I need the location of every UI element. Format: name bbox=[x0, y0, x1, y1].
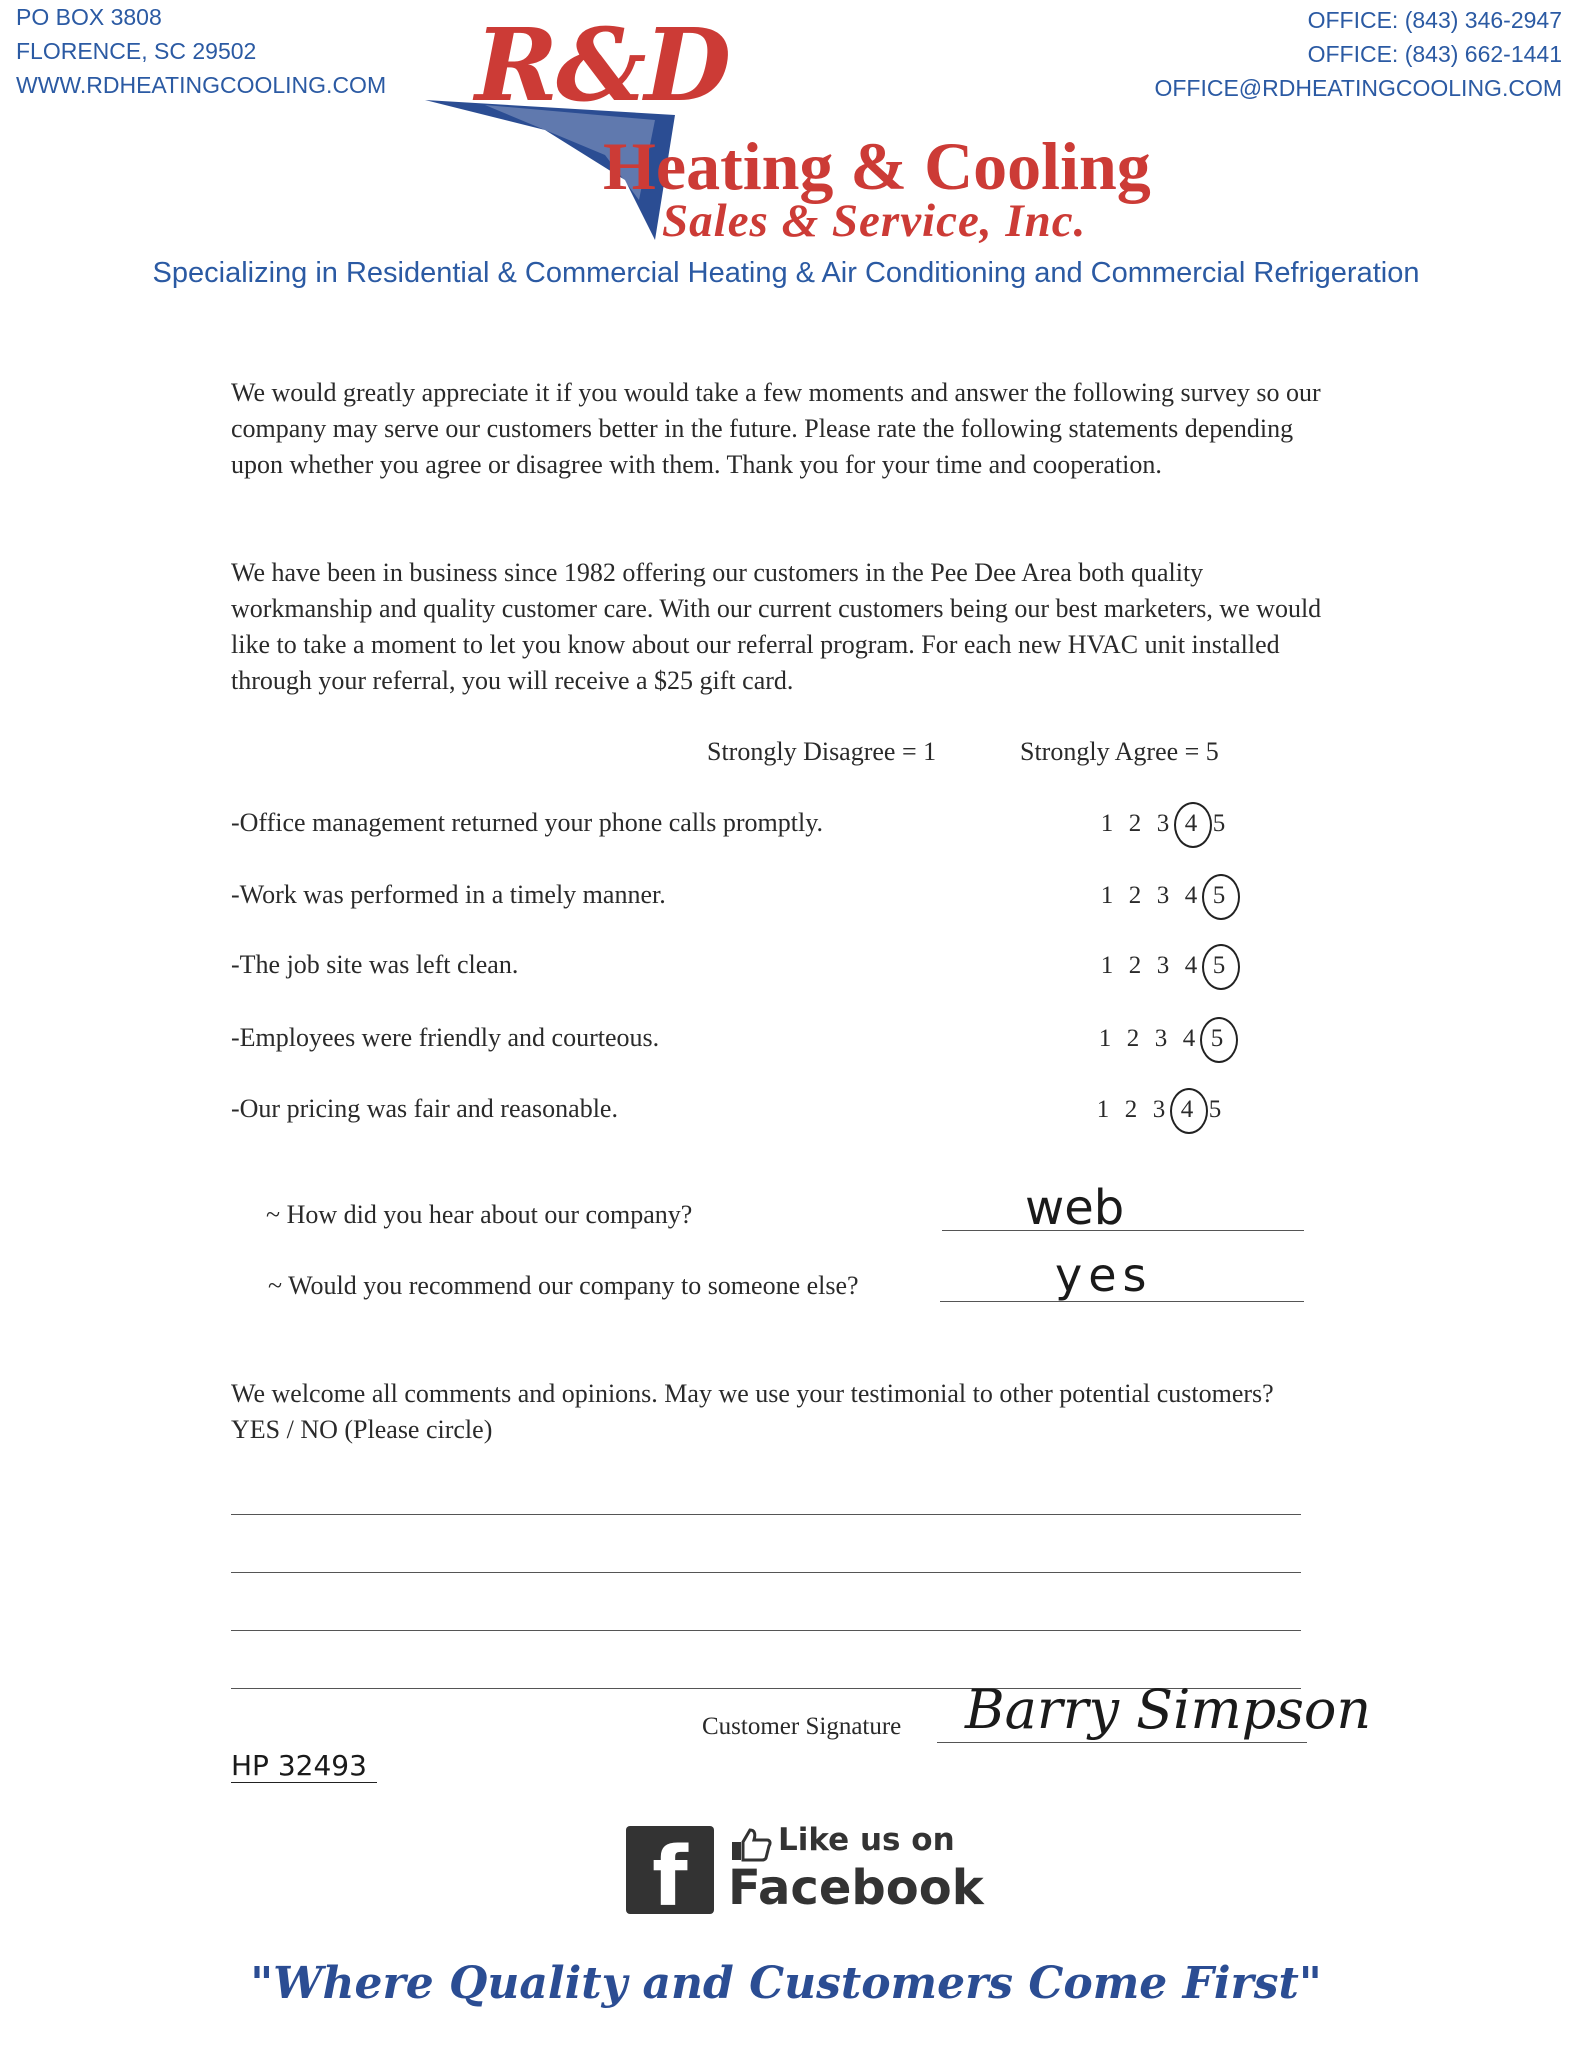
logo-main-text: Heating & Cooling bbox=[603, 128, 1151, 204]
referral-paragraph: We have been in business since 1982 offering our customers in the Pee Dee Area both quality workmanship and quality customer care. With our current customers being our best marketers, we would like to take a moment to let you know about our referral program. For each new HVAC unit installed through your referral, you will receive a $25 gift card. bbox=[231, 558, 1322, 695]
rating-option[interactable]: 5 bbox=[1208, 1096, 1222, 1123]
comment-line[interactable] bbox=[231, 1630, 1301, 1631]
rating-option[interactable]: 1 bbox=[1100, 882, 1114, 909]
rating-scale[interactable] bbox=[1089, 1096, 1229, 1124]
rating-scale[interactable] bbox=[1091, 1025, 1231, 1053]
company-motto: "Where Quality and Customers Come First" bbox=[250, 1958, 1322, 2009]
rating-option[interactable]: 3 bbox=[1152, 1096, 1166, 1123]
rating-option[interactable]: 2 bbox=[1126, 1025, 1140, 1052]
answer-recommend[interactable]: yes bbox=[1055, 1248, 1153, 1302]
rating-option[interactable]: 5 bbox=[1205, 882, 1233, 910]
facebook-f-letter: f bbox=[652, 1830, 688, 1925]
rating-scale[interactable] bbox=[1093, 882, 1233, 910]
website-link[interactable]: WWW.RDHEATINGCOOLING.COM bbox=[16, 72, 387, 98]
rating-option[interactable]: 4 bbox=[1184, 952, 1198, 979]
signature-handwritten[interactable]: Barry Simpson bbox=[965, 1678, 1372, 1741]
phone-line: OFFICE: (843) 662-1441 bbox=[1307, 41, 1562, 67]
rating-option[interactable]: 1 bbox=[1100, 952, 1114, 979]
question-fair-pricing: -Our pricing was fair and reasonable. bbox=[231, 1094, 618, 1123]
question-timely-work: -Work was performed in a timely manner. bbox=[231, 880, 666, 909]
rating-option[interactable]: 4 bbox=[1173, 1096, 1201, 1124]
rating-option[interactable]: 4 bbox=[1177, 810, 1205, 838]
address-line: FLORENCE, SC 29502 bbox=[16, 38, 257, 64]
question-hear-about: ~ How did you hear about our company? bbox=[266, 1200, 693, 1229]
rating-option[interactable]: 2 bbox=[1128, 810, 1142, 837]
question-friendly-employees: -Employees were friendly and courteous. bbox=[231, 1023, 660, 1052]
question-office-calls: -Office management returned your phone calls promptly. bbox=[231, 808, 824, 837]
scale-high-label: Strongly Agree = 5 bbox=[1020, 737, 1219, 766]
intro-paragraph: We would greatly appreciate it if you would take a few moments and answer the following survey so our company may serve our customers better in the future. Please rate the following statements depending upon whether you agree or disagree with them. Thank you for your time and cooperation. bbox=[231, 378, 1321, 479]
rating-option[interactable]: 5 bbox=[1205, 952, 1233, 980]
logo-sub-text: Sales & Service, Inc. bbox=[662, 195, 1087, 247]
facebook-like-text: Like us on bbox=[778, 1822, 955, 1858]
company-contact bbox=[1154, 3, 1562, 105]
rating-option[interactable]: 3 bbox=[1156, 810, 1170, 837]
rating-option[interactable]: 4 bbox=[1182, 1025, 1196, 1052]
rating-scale[interactable] bbox=[1093, 952, 1233, 980]
signature-line bbox=[937, 1742, 1307, 1743]
comment-line[interactable] bbox=[231, 1514, 1301, 1515]
rating-option[interactable]: 2 bbox=[1124, 1096, 1138, 1123]
rating-option[interactable]: 1 bbox=[1096, 1096, 1110, 1123]
rating-option[interactable]: 3 bbox=[1156, 882, 1170, 909]
answer-hear-about[interactable]: web bbox=[1025, 1180, 1125, 1236]
rating-option[interactable]: 1 bbox=[1100, 810, 1114, 837]
rating-option[interactable]: 3 bbox=[1156, 952, 1170, 979]
rating-scale[interactable] bbox=[1093, 810, 1233, 838]
rating-option[interactable]: 3 bbox=[1154, 1025, 1168, 1052]
signature-label: Customer Signature bbox=[702, 1713, 902, 1740]
thumbs-up-icon bbox=[730, 1828, 772, 1862]
question-clean-site: -The job site was left clean. bbox=[231, 950, 519, 979]
scale-low-label: Strongly Disagree = 1 bbox=[707, 737, 937, 766]
phone-line: OFFICE: (843) 346-2947 bbox=[1307, 7, 1562, 33]
email-link[interactable]: OFFICE@RDHEATINGCOOLING.COM bbox=[1154, 75, 1562, 101]
rating-option[interactable]: 5 bbox=[1203, 1025, 1231, 1053]
rating-option[interactable]: 5 bbox=[1212, 810, 1226, 837]
comment-line[interactable] bbox=[231, 1572, 1301, 1573]
company-address bbox=[16, 0, 386, 102]
facebook-name: Facebook bbox=[728, 1860, 984, 1916]
logo-initials: R&D bbox=[475, 6, 730, 124]
comments-prompt: We welcome all comments and opinions. May we use your testimonial to other potential customers? YES / NO (Please circle) bbox=[231, 1379, 1274, 1444]
company-tagline: Specializing in Residential & Commercial Heating & Air Conditioning and Commercial Refrigeration bbox=[152, 257, 1420, 289]
rating-option[interactable]: 4 bbox=[1184, 882, 1198, 909]
address-line: PO BOX 3808 bbox=[16, 4, 162, 30]
rating-option[interactable]: 2 bbox=[1128, 882, 1142, 909]
question-recommend: ~ Would you recommend our company to someone else? bbox=[268, 1271, 859, 1300]
reference-number: HP 32493 bbox=[231, 1749, 377, 1783]
rating-option[interactable]: 1 bbox=[1098, 1025, 1112, 1052]
rating-option[interactable]: 2 bbox=[1128, 952, 1142, 979]
